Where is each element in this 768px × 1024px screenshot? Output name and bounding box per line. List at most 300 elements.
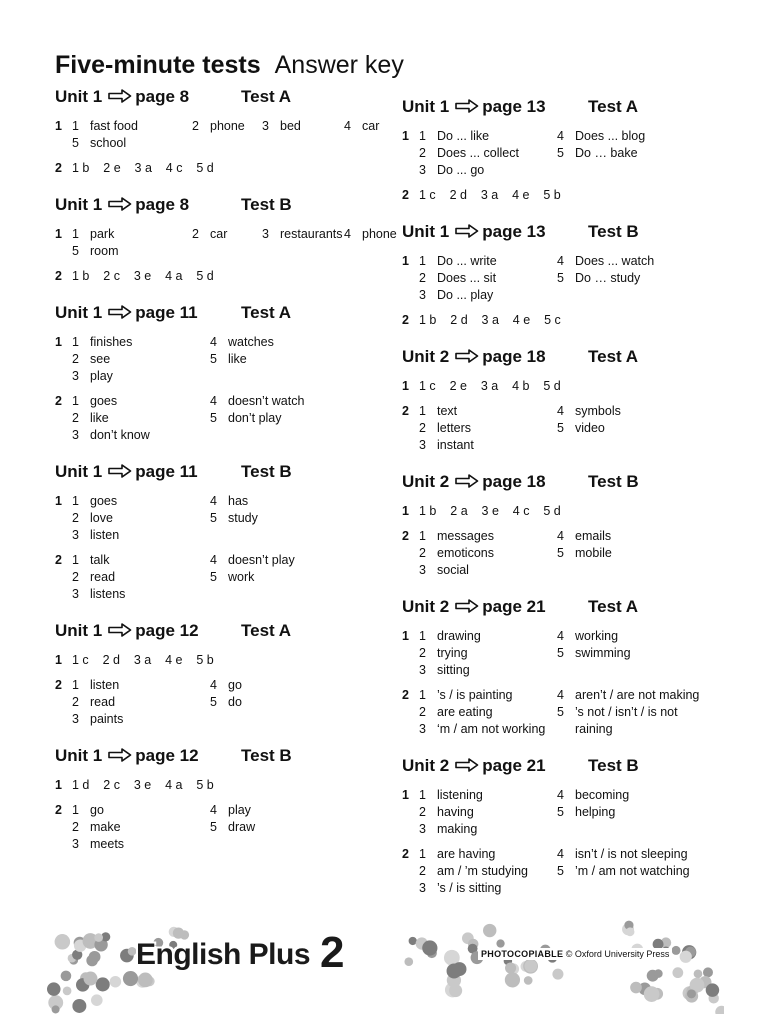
question-2	[55, 677, 375, 728]
answer-number: 3	[419, 881, 426, 895]
answer-number: 2	[72, 570, 79, 584]
answer-section	[402, 471, 722, 579]
answer-number: 2	[72, 352, 79, 366]
answer-text: drawing	[437, 629, 481, 643]
answer-text: paints	[90, 712, 124, 726]
answer-text: mobile	[575, 546, 612, 560]
answer-number: 4	[557, 129, 564, 143]
answer-row	[72, 427, 375, 444]
answer-rows	[419, 503, 722, 520]
answer-rows	[419, 312, 722, 329]
section-heading	[402, 221, 722, 243]
answer-number: 1	[72, 227, 79, 241]
answer-text: text	[437, 404, 458, 418]
page-title	[55, 50, 404, 80]
section-page: page 21	[482, 597, 546, 616]
answer-number: 2	[72, 511, 79, 525]
section-page: page 13	[482, 222, 546, 241]
question-1	[402, 378, 722, 395]
answer-rows	[72, 777, 375, 794]
answer-row	[72, 711, 375, 728]
answer-row	[419, 162, 722, 179]
answer-text: doesn’t play	[228, 553, 295, 567]
pattern-dot	[483, 924, 496, 937]
answer-line: 1 b 2 c 3 e 4 a 5 d	[72, 269, 214, 283]
answer-section	[402, 755, 722, 897]
question-2	[402, 312, 722, 329]
pattern-dot	[505, 972, 520, 987]
pattern-dot	[703, 967, 713, 977]
pattern-dot	[96, 977, 110, 991]
answer-number: 5	[210, 820, 217, 834]
answer-number: 2	[419, 546, 426, 560]
answer-text: study	[228, 511, 258, 525]
answer-text: doesn’t watch	[228, 394, 305, 408]
arrow-right-icon	[108, 89, 132, 103]
question-number: 2	[402, 688, 409, 702]
answer-text: making	[437, 822, 478, 836]
answer-number: 2	[419, 864, 426, 878]
pattern-dot	[72, 999, 86, 1013]
pattern-dot	[672, 946, 681, 955]
answer-number: 5	[72, 244, 79, 258]
pattern-dot	[449, 984, 462, 997]
question-2	[55, 802, 375, 853]
answer-text: aren’t / are not making	[575, 688, 700, 702]
answer-number: 2	[72, 695, 79, 709]
section-heading	[55, 620, 375, 642]
pattern-dot	[55, 934, 71, 950]
pattern-dot	[47, 982, 60, 995]
answer-number: 4	[210, 494, 217, 508]
answer-text: Do ... go	[437, 163, 485, 177]
question-2	[402, 846, 722, 897]
question-number: 2	[402, 188, 409, 202]
answer-number: 5	[557, 646, 564, 660]
pattern-dot	[706, 983, 719, 996]
answer-text: watches	[228, 335, 274, 349]
answer-rows	[419, 403, 722, 454]
answer-number: 5	[210, 570, 217, 584]
answer-number: 2	[419, 805, 426, 819]
answer-row	[419, 403, 722, 420]
answer-number: 1	[419, 404, 426, 418]
answer-number: 1	[72, 335, 79, 349]
answer-rows	[419, 528, 722, 579]
answer-row	[419, 721, 722, 738]
answer-text: messages	[437, 529, 494, 543]
answer-section	[55, 194, 397, 285]
answer-rows	[419, 128, 722, 179]
answer-text: symbols	[575, 404, 621, 418]
answer-number: 1	[419, 788, 426, 802]
question-number: 1	[402, 129, 409, 143]
question-number: 2	[55, 803, 62, 817]
answer-text: make	[90, 820, 121, 834]
question-number: 1	[402, 254, 409, 268]
answer-row	[72, 569, 375, 586]
pattern-dot	[52, 1005, 60, 1013]
answer-rows	[72, 226, 397, 260]
answer-text: trying	[437, 646, 468, 660]
pattern-dot	[505, 962, 516, 973]
answer-text: instant	[437, 438, 474, 452]
answer-row	[72, 410, 375, 427]
section-heading	[55, 461, 375, 483]
answer-row	[419, 645, 722, 662]
question-2	[402, 687, 722, 738]
answer-number: 2	[419, 271, 426, 285]
question-number: 1	[55, 227, 62, 241]
answer-text: am / ’m studying	[437, 864, 529, 878]
answer-rows	[72, 493, 375, 544]
answer-text: room	[90, 244, 119, 258]
answer-line: 1 c 2 d 3 a 4 e 5 b	[72, 653, 214, 667]
answer-text: Do ... play	[437, 288, 494, 302]
answer-number: 1	[72, 803, 79, 817]
answer-row	[419, 145, 722, 162]
arrow-right-icon	[108, 305, 132, 319]
answer-number: 2	[419, 705, 426, 719]
answer-number: 1	[72, 394, 79, 408]
pattern-dot	[694, 969, 703, 978]
answer-text: having	[437, 805, 474, 819]
answer-row	[72, 677, 375, 694]
answer-number: 4	[557, 788, 564, 802]
answer-text: Does ... blog	[575, 129, 646, 143]
section-page: page 18	[482, 472, 546, 491]
pattern-dot	[89, 951, 101, 963]
answer-row	[72, 527, 375, 544]
answer-row	[419, 687, 722, 704]
answer-rows	[72, 552, 375, 603]
answer-rows	[72, 268, 375, 285]
answer-number: 2	[419, 421, 426, 435]
pattern-dot	[654, 969, 663, 978]
answer-number: 5	[557, 864, 564, 878]
answer-rows	[72, 334, 375, 385]
answer-text: letters	[437, 421, 472, 435]
question-1	[402, 628, 722, 679]
answer-number: 2	[72, 411, 79, 425]
answer-text: go	[90, 803, 104, 817]
question-number: 1	[402, 504, 409, 518]
answer-row	[72, 368, 375, 385]
answer-rows	[419, 378, 722, 395]
answer-text: bed	[280, 119, 301, 133]
question-number: 2	[402, 529, 409, 543]
section-unit: Unit 2	[402, 347, 450, 366]
question-2	[55, 268, 375, 285]
answer-number: 5	[557, 271, 564, 285]
answer-text: emoticons	[437, 546, 494, 560]
left-column	[55, 86, 397, 870]
answer-line: 1 c 2 d 3 a 4 e 5 b	[419, 188, 561, 202]
answer-row	[419, 287, 722, 304]
answer-row	[72, 243, 375, 260]
answer-row	[419, 437, 722, 454]
question-2	[402, 528, 722, 579]
answer-text: fast food	[90, 119, 138, 133]
answer-section	[402, 96, 722, 204]
answer-text: work	[228, 570, 255, 584]
answer-text: are having	[437, 847, 496, 861]
question-number: 1	[402, 379, 409, 393]
answer-text: read	[90, 695, 116, 709]
answer-section	[55, 745, 375, 853]
pattern-dot	[524, 960, 537, 973]
question-1	[402, 787, 722, 838]
section-heading	[55, 194, 375, 216]
right-column	[402, 96, 722, 914]
answer-text: video	[575, 421, 605, 435]
answer-row	[419, 253, 722, 270]
section-page: page 11	[135, 462, 198, 481]
photocopiable-label: PHOTOCOPIABLE	[481, 949, 564, 959]
answer-rows	[419, 253, 722, 304]
section-heading	[402, 96, 722, 118]
answer-text: ’m / am not watching	[575, 864, 690, 878]
answer-text: restaurants	[280, 227, 343, 241]
answer-text: ’s not / isn’t / is not	[575, 705, 678, 719]
answer-row	[72, 493, 375, 510]
pattern-dot	[552, 969, 563, 980]
section-test: Test A	[588, 97, 639, 116]
pattern-dot	[409, 937, 417, 945]
answer-number: 4	[557, 254, 564, 268]
section-test: Test B	[241, 195, 292, 214]
answer-row	[72, 226, 397, 243]
answer-text: are eating	[437, 705, 493, 719]
brand-logo: English Plus	[136, 938, 311, 971]
question-1	[55, 777, 375, 794]
answer-number: 3	[419, 722, 426, 736]
pattern-dot	[524, 976, 533, 985]
answer-text: car	[362, 119, 380, 133]
answer-text: like	[90, 411, 109, 425]
answer-text: emails	[575, 529, 612, 543]
answer-number: 4	[210, 394, 217, 408]
section-test: Test A	[588, 347, 639, 366]
answer-text: phone	[362, 227, 397, 241]
answer-text: ’s / is sitting	[437, 881, 502, 895]
answer-text: ‘m / am not working	[437, 722, 546, 736]
answer-number: 3	[419, 663, 426, 677]
section-page: page 21	[482, 756, 546, 775]
answer-row	[419, 821, 722, 838]
answer-row	[419, 662, 722, 679]
question-number: 1	[402, 788, 409, 802]
answer-text: see	[90, 352, 111, 366]
section-heading	[402, 596, 722, 618]
answer-text: finishes	[90, 335, 133, 349]
answer-rows	[419, 846, 722, 897]
section-unit: Unit 2	[402, 756, 450, 775]
answer-number: 3	[419, 288, 426, 302]
answer-row	[72, 836, 375, 853]
answer-row	[419, 545, 722, 562]
answer-number: 4	[210, 803, 217, 817]
brand-level: 2	[320, 928, 345, 977]
section-page: page 8	[135, 87, 190, 106]
section-test: Test A	[588, 597, 639, 616]
arrow-right-icon	[108, 197, 132, 211]
copyright-line	[478, 948, 672, 960]
answer-number: 1	[419, 529, 426, 543]
answer-row	[419, 787, 722, 804]
section-heading	[402, 755, 722, 777]
answer-text: school	[90, 136, 127, 150]
answer-number: 3	[72, 587, 79, 601]
answer-number: 3	[72, 528, 79, 542]
section-unit: Unit 1	[55, 462, 103, 481]
answer-row	[419, 804, 722, 821]
pattern-dot	[84, 972, 98, 986]
question-number: 1	[55, 335, 62, 349]
answer-text: car	[210, 227, 228, 241]
answer-row	[419, 628, 722, 645]
answer-number: 3	[419, 822, 426, 836]
answer-text: like	[228, 352, 247, 366]
arrow-right-icon	[108, 464, 132, 478]
answer-text: don’t play	[228, 411, 282, 425]
answer-row	[72, 510, 375, 527]
section-unit: Unit 1	[402, 222, 450, 241]
pattern-dot	[626, 927, 635, 936]
answer-number: 1	[419, 254, 426, 268]
answer-row	[72, 351, 375, 368]
answer-row	[72, 586, 375, 603]
section-unit: Unit 2	[402, 472, 450, 491]
section-unit: Unit 1	[55, 303, 103, 322]
answer-row	[419, 562, 722, 579]
question-1	[402, 503, 722, 520]
answer-number: 4	[210, 678, 217, 692]
answer-row	[72, 393, 375, 410]
answer-text: draw	[228, 820, 256, 834]
answer-text: working	[575, 629, 619, 643]
answer-row	[72, 135, 375, 152]
answer-number: 2	[192, 227, 199, 241]
answer-text: meets	[90, 837, 125, 851]
arrow-right-icon	[455, 349, 479, 363]
answer-section	[55, 302, 375, 444]
answer-number: 5	[557, 805, 564, 819]
answer-text: becoming	[575, 788, 630, 802]
answer-text: phone	[210, 119, 245, 133]
section-test: Test A	[241, 87, 292, 106]
answer-text: read	[90, 570, 116, 584]
question-1	[55, 493, 375, 544]
answer-number: 4	[344, 227, 351, 241]
question-number: 2	[402, 313, 409, 327]
answer-text: park	[90, 227, 115, 241]
answer-section	[55, 86, 380, 177]
section-page: page 12	[135, 746, 199, 765]
answer-row	[72, 694, 375, 711]
section-page: page 8	[135, 195, 190, 214]
section-unit: Unit 1	[55, 195, 103, 214]
answer-text: play	[228, 803, 251, 817]
answer-number: 3	[72, 712, 79, 726]
answer-text: isn’t / is not sleeping	[575, 847, 688, 861]
question-1	[55, 226, 397, 260]
question-number: 1	[55, 778, 62, 792]
pattern-dot	[61, 971, 72, 982]
question-number: 1	[55, 119, 62, 133]
answer-number: 2	[72, 820, 79, 834]
answer-text: goes	[90, 494, 118, 508]
answer-line: 1 b 2 a 3 e 4 c 5 d	[419, 504, 561, 518]
answer-number: 3	[262, 227, 269, 241]
page-title-main: Five-minute tests	[55, 51, 261, 79]
answer-number: 3	[419, 438, 426, 452]
arrow-right-icon	[108, 748, 132, 762]
answer-line: 1 b 2 d 3 a 4 e 5 c	[419, 313, 561, 327]
answer-section	[55, 620, 375, 728]
pattern-dot	[91, 994, 103, 1006]
answer-number: 5	[557, 146, 564, 160]
answer-number: 1	[419, 688, 426, 702]
answer-row	[419, 420, 722, 437]
answer-number: 1	[72, 494, 79, 508]
answer-number: 3	[72, 428, 79, 442]
footer	[44, 918, 724, 1014]
question-2	[402, 187, 722, 204]
answer-number: 4	[344, 119, 351, 133]
section-test: Test B	[588, 756, 639, 775]
answer-section	[402, 596, 722, 738]
answer-text: raining	[575, 722, 613, 736]
question-number: 1	[55, 494, 62, 508]
question-number: 1	[55, 653, 62, 667]
answer-number: 3	[72, 837, 79, 851]
answer-text: listens	[90, 587, 126, 601]
answer-number: 4	[210, 553, 217, 567]
section-heading	[55, 86, 375, 108]
answer-row	[419, 846, 722, 863]
answer-number: 5	[557, 546, 564, 560]
answer-row	[72, 802, 375, 819]
section-unit: Unit 1	[402, 97, 450, 116]
question-number: 2	[402, 404, 409, 418]
answer-text: play	[90, 369, 113, 383]
answer-line: 1 d 2 c 3 e 4 a 5 b	[72, 778, 214, 792]
section-page: page 12	[135, 621, 199, 640]
section-unit: Unit 1	[55, 87, 103, 106]
answer-text: social	[437, 563, 469, 577]
question-number: 2	[402, 847, 409, 861]
question-2	[55, 552, 375, 603]
answer-text: listening	[437, 788, 483, 802]
answer-row	[72, 552, 375, 569]
section-unit: Unit 1	[55, 746, 103, 765]
section-test: Test B	[588, 472, 639, 491]
answer-rows	[72, 393, 375, 444]
answer-number: 4	[557, 529, 564, 543]
question-number: 2	[55, 678, 62, 692]
answer-text: goes	[90, 394, 118, 408]
pattern-dot	[94, 933, 103, 942]
answer-text: swimming	[575, 646, 631, 660]
answer-number: 1	[419, 129, 426, 143]
answer-line: 1 b 2 e 3 a 4 c 5 d	[72, 161, 214, 175]
answer-text: helping	[575, 805, 616, 819]
page-title-sub: Answer key	[274, 51, 404, 79]
answer-row	[72, 334, 375, 351]
answer-text: go	[228, 678, 242, 692]
question-2	[55, 393, 375, 444]
